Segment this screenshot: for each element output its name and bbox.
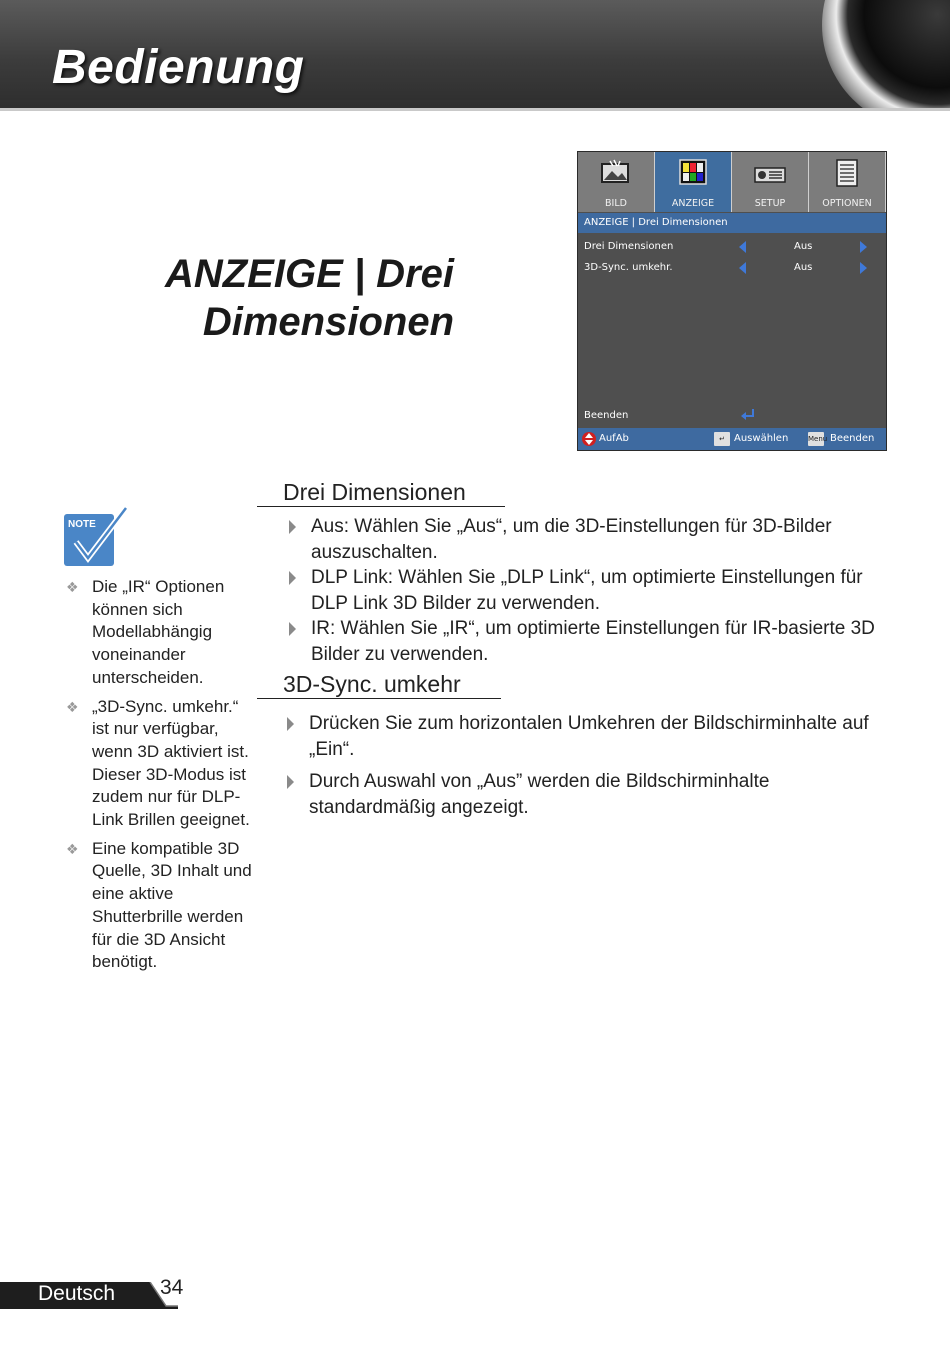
note-list <box>66 576 256 980</box>
osd-footer-select: Auswählen <box>734 433 789 444</box>
page-number: 34 <box>160 1276 184 1299</box>
osd-breadcrumb <box>578 213 886 233</box>
note-item: ❖ Die „IR“ Optionen können sich Modellabhängig voneinander unterscheiden. <box>66 577 225 687</box>
osd-breadcrumb-text: ANZEIGE | Drei Dimensionen <box>584 217 728 228</box>
triangle-bullet-icon <box>287 775 294 789</box>
projector-icon <box>754 158 786 188</box>
triangle-bullet-icon <box>289 520 296 534</box>
osd-row-label[interactable]: Drei Dimensionen <box>584 241 674 252</box>
section-title-line2: Dimensionen <box>202 300 454 344</box>
arrow-right-icon[interactable] <box>860 241 867 253</box>
bullet-item: Drücken Sie zum horizontalen Umkehren der Bildschirminhalte auf „Ein“. <box>281 711 893 762</box>
osd-row-value: Aus <box>794 262 813 273</box>
osd-tab-label: SETUP <box>754 198 786 209</box>
note-item: ❖ Eine kompatible 3D Quelle, 3D Inhalt und eine aktive Shutterbrille werden für die 3D Ansicht benötigt. <box>66 838 252 972</box>
osd-row-value: Aus <box>794 241 813 252</box>
note-icon <box>64 506 128 568</box>
osd-row-label[interactable]: 3D-Sync. umkehr. <box>584 262 673 273</box>
diamond-bullet-icon: ❖ <box>66 840 79 857</box>
footer-language: Deutsch <box>38 1282 116 1305</box>
menu-key-icon: Menu <box>808 432 824 446</box>
bullet-item: DLP Link: Wählen Sie „DLP Link“, um optimierte Einstellungen für DLP Link 3D Bilder zu verwenden. <box>283 565 893 616</box>
osd-tab-anzeige[interactable] <box>655 152 732 212</box>
osd-menu <box>577 151 887 451</box>
display-icon <box>677 158 709 188</box>
bullet-item: IR: Wählen Sie „IR“, um optimierte Einstellungen für IR-basierte 3D Bilder zu verwenden. <box>283 616 893 667</box>
note-item: ❖ „3D-Sync. umkehr.“ ist nur verfügbar, wenn 3D aktiviert ist. Dieser 3D-Modus ist zudem nur für DLP-Link Brillen geeignet. <box>66 696 250 830</box>
osd-tab-label: BILD <box>605 198 627 209</box>
note-badge: NOTE <box>68 519 96 530</box>
osd-tab-bar <box>578 152 886 212</box>
osd-footer-exit: Beenden <box>830 433 875 444</box>
diamond-bullet-icon: ❖ <box>66 579 79 595</box>
heading-3d-sync: 3D-Sync. umkehr <box>257 670 501 699</box>
header-banner <box>0 0 950 110</box>
options-icon <box>831 158 863 188</box>
bullets-3d-sync <box>281 711 893 820</box>
triangle-bullet-icon <box>289 571 296 585</box>
arrow-right-icon[interactable] <box>860 262 867 274</box>
page-header-title: Bedienung <box>52 41 305 94</box>
enter-icon <box>740 408 756 422</box>
heading-drei-dimensionen: Drei Dimensionen <box>257 478 505 507</box>
section-title-line1: ANZEIGE | Drei <box>164 252 454 296</box>
osd-tab-setup[interactable] <box>732 152 809 212</box>
arrow-left-icon[interactable] <box>739 241 746 253</box>
osd-exit-label[interactable]: Beenden <box>584 410 629 421</box>
bullet-item: Aus: Wählen Sie „Aus“, um die 3D-Einstellungen für 3D-Bilder auszuschalten. <box>283 514 893 565</box>
header-divider <box>0 108 950 111</box>
arrow-left-icon[interactable] <box>739 262 746 274</box>
picture-icon <box>600 158 632 188</box>
triangle-bullet-icon <box>289 622 296 636</box>
osd-tab-label: ANZEIGE <box>671 198 715 209</box>
triangle-bullet-icon <box>287 717 294 731</box>
bullet-item: Durch Auswahl von „Aus” werden die Bildschirminhalte standardmäßig angezeigt. <box>281 769 893 820</box>
osd-tab-label: OPTIONEN <box>822 198 872 209</box>
projector-lens-graphic <box>822 0 950 110</box>
bullets-drei-dimensionen <box>283 514 893 667</box>
diamond-bullet-icon: ❖ <box>66 698 79 715</box>
osd-tab-optionen[interactable] <box>809 152 886 212</box>
osd-footer <box>578 428 886 450</box>
enter-key-icon: ↵ <box>714 432 730 446</box>
updown-icon <box>582 431 596 447</box>
osd-footer-updown: AufAb <box>599 433 629 444</box>
osd-tab-bild[interactable] <box>578 152 655 212</box>
section-title <box>120 250 454 346</box>
